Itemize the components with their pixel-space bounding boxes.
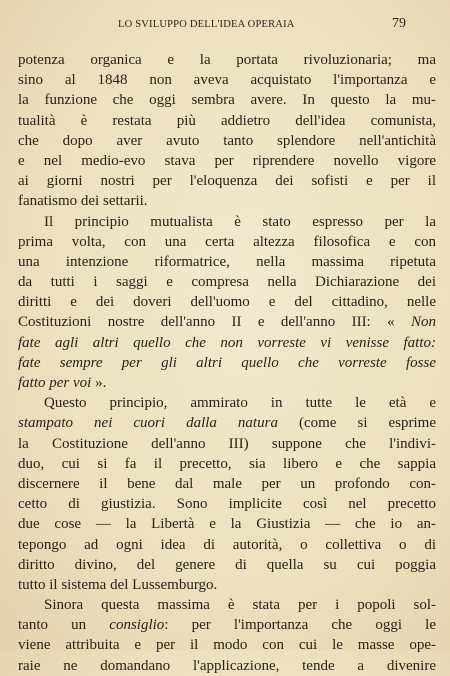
italic-text: fatto per voi (18, 375, 92, 391)
text-line (18, 373, 436, 393)
text-segment: duo, cui si fa il precetto, sia libero e che sappia (18, 455, 436, 472)
text-segment: potenza organica e la portata rivoluzionaria; ma (18, 52, 436, 68)
text-line (18, 615, 436, 635)
text-line (18, 252, 436, 272)
text-line (18, 131, 436, 151)
text-line (18, 171, 436, 191)
text-segment: la Costituzione dell'anno III) suppone che l'indivi- (18, 435, 436, 452)
text-segment: ai giorni nostri per l'eloquenza dei sofisti e per il (18, 173, 436, 190)
text-segment: Sinora questa massima è stata per i popoli sol- (44, 597, 436, 614)
text-line (18, 90, 436, 110)
text-line (18, 191, 436, 211)
text-line (18, 656, 436, 676)
body-text (18, 50, 436, 676)
text-segment: tepongo ad ogni idea di autorità, o collettiva o di (18, 536, 436, 553)
text-segment: diritto divino, del genere di quella su cui poggia (18, 556, 436, 573)
text-line (18, 494, 436, 514)
text-line (18, 635, 436, 655)
italic-text: Non (410, 314, 436, 331)
text-segment: la funzione che oggi sembra avere. In questo la mu- (18, 92, 436, 109)
text-segment: sino al 1848 non aveva acquistato l'importanza e (18, 72, 436, 89)
text-line (18, 454, 436, 474)
text-segment: viene attribuita e per il modo con cui le masse ope- (18, 637, 436, 654)
text-line (18, 555, 436, 575)
text-line (18, 514, 436, 534)
text-segment: tualità è restata più addietro dell'idea comunista, (18, 112, 436, 129)
italic-text: fate agli altri quello che non vorreste vi venisse fatto: (18, 334, 436, 351)
text-segment: da tutti i saggi e compresa nella Dichiarazione dei (18, 274, 436, 291)
italic-text: consiglio (109, 617, 165, 634)
text-segment: cetto di giustizia. Sono implicite così nel precetto (18, 496, 436, 513)
text-line (18, 232, 436, 252)
text-segment: tutto il sistema del Lussemburgo. (18, 576, 218, 593)
text-segment: : per l'importanza che oggi le (164, 617, 436, 634)
text-line (18, 50, 436, 70)
text-segment: Il principio mutualista è stato espresso per la (44, 213, 436, 230)
text-line (18, 595, 436, 615)
text-line (18, 413, 436, 433)
text-line (18, 151, 436, 171)
text-line (18, 474, 436, 494)
text-segment: e nel medio-evo stava per riprendere novello vigore (18, 152, 436, 169)
text-segment: una intenzione riformatrice, nella massima ripetuta (18, 253, 436, 270)
italic-text: fate sempre per gli altri quello che vorreste fosse (18, 354, 436, 371)
text-segment: due cose — la Libertà e la Giustizia — che io an- (18, 516, 436, 533)
text-segment: Questo principio, ammirato in tutte le età e (44, 395, 436, 412)
italic-text: stampato nei cuori dalla natura (18, 415, 278, 432)
text-line (18, 535, 436, 555)
running-title: LO SVILUPPO DELL'IDEA OPERAIA (118, 19, 295, 30)
text-segment: tanto un (18, 617, 110, 634)
text-line (18, 212, 436, 232)
text-segment: Costituzioni nostre dell'anno II e dell'anno III: « (18, 314, 411, 331)
page-number: 79 (392, 16, 406, 31)
text-line (18, 111, 436, 131)
text-segment: discernere il bene dal male per un profondo con- (18, 475, 436, 492)
text-segment: fanatismo dei settarii. (18, 193, 148, 210)
text-line (18, 333, 436, 353)
text-line (18, 575, 436, 595)
text-line (18, 434, 436, 454)
text-segment: prima volta, con una certa altezza filosofica e con (18, 233, 436, 250)
text-line (18, 292, 436, 312)
text-segment: raie ne domandano l'applicazione, tende a divenire (18, 657, 436, 674)
text-line (18, 312, 436, 332)
text-line (18, 272, 436, 292)
text-segment: (come si esprime (277, 415, 436, 432)
text-line (18, 70, 436, 90)
text-segment: che dopo aver avuto tanto splendore nell'antichità (18, 132, 436, 149)
text-segment: ». (91, 375, 107, 391)
text-segment: diritti e dei doveri dell'uomo e del cittadino, nelle (18, 294, 436, 311)
text-line (18, 393, 436, 413)
text-line (18, 353, 436, 373)
